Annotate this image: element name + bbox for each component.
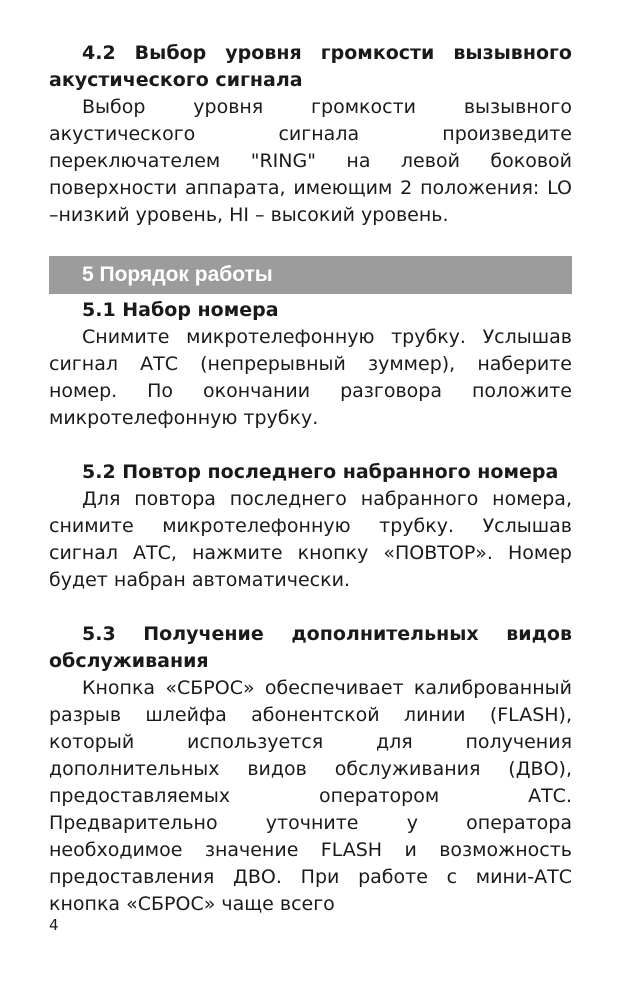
section-5-1-text: Снимите микротелефонную трубку. Услышав сигнал АТС (непрерывный зуммер), наберите номер. По окончании разговора положите микротелефонную трубку. <box>49 326 572 429</box>
spacer <box>49 432 572 459</box>
section-5-3-text: Кнопка «СБРОС» обеспечивает калиброванный разрыв шлейфа абонентской линии (FLASH), который используется для получения дополнительных видов обслуживания (ДВО), предоставляемых оператором АТС. Предварительно уточните у оператора необходимое значение FLASH и возможность предоставления ДВО. При работе с мини-АТС кнопка «СБРОС» чаще всего <box>49 677 572 915</box>
spacer <box>49 594 572 621</box>
section-5-2-heading: 5.2 Повтор последнего набранного номера <box>82 461 559 483</box>
section-5-1-heading: 5.1 Набор номера <box>82 299 279 321</box>
page-number: 4 <box>49 916 59 934</box>
section-5-2-text: Для повтора последнего набранного номера, снимите микротелефонную трубку. Услышав сигнал АТС, нажмите кнопку «ПОВТОР». Номер будет набран автоматически. <box>49 488 572 591</box>
section-5-3-heading: 5.3 Получение дополнительных видов обслуживания <box>49 623 572 672</box>
page-content <box>49 40 572 918</box>
section-5-title: 5 Порядок работы <box>49 256 572 294</box>
section-4-2-text: Выбор уровня громкости вызывного акустического сигнала произведите переключателем "RING" на левой боковой поверхности аппарата, имеющим 2 положения: LO –низкий уровень, HI – высокий уровень. <box>49 96 572 226</box>
section-4-2-heading: 4.2 Выбор уровня громкости вызывного акустического сигнала <box>49 42 572 91</box>
